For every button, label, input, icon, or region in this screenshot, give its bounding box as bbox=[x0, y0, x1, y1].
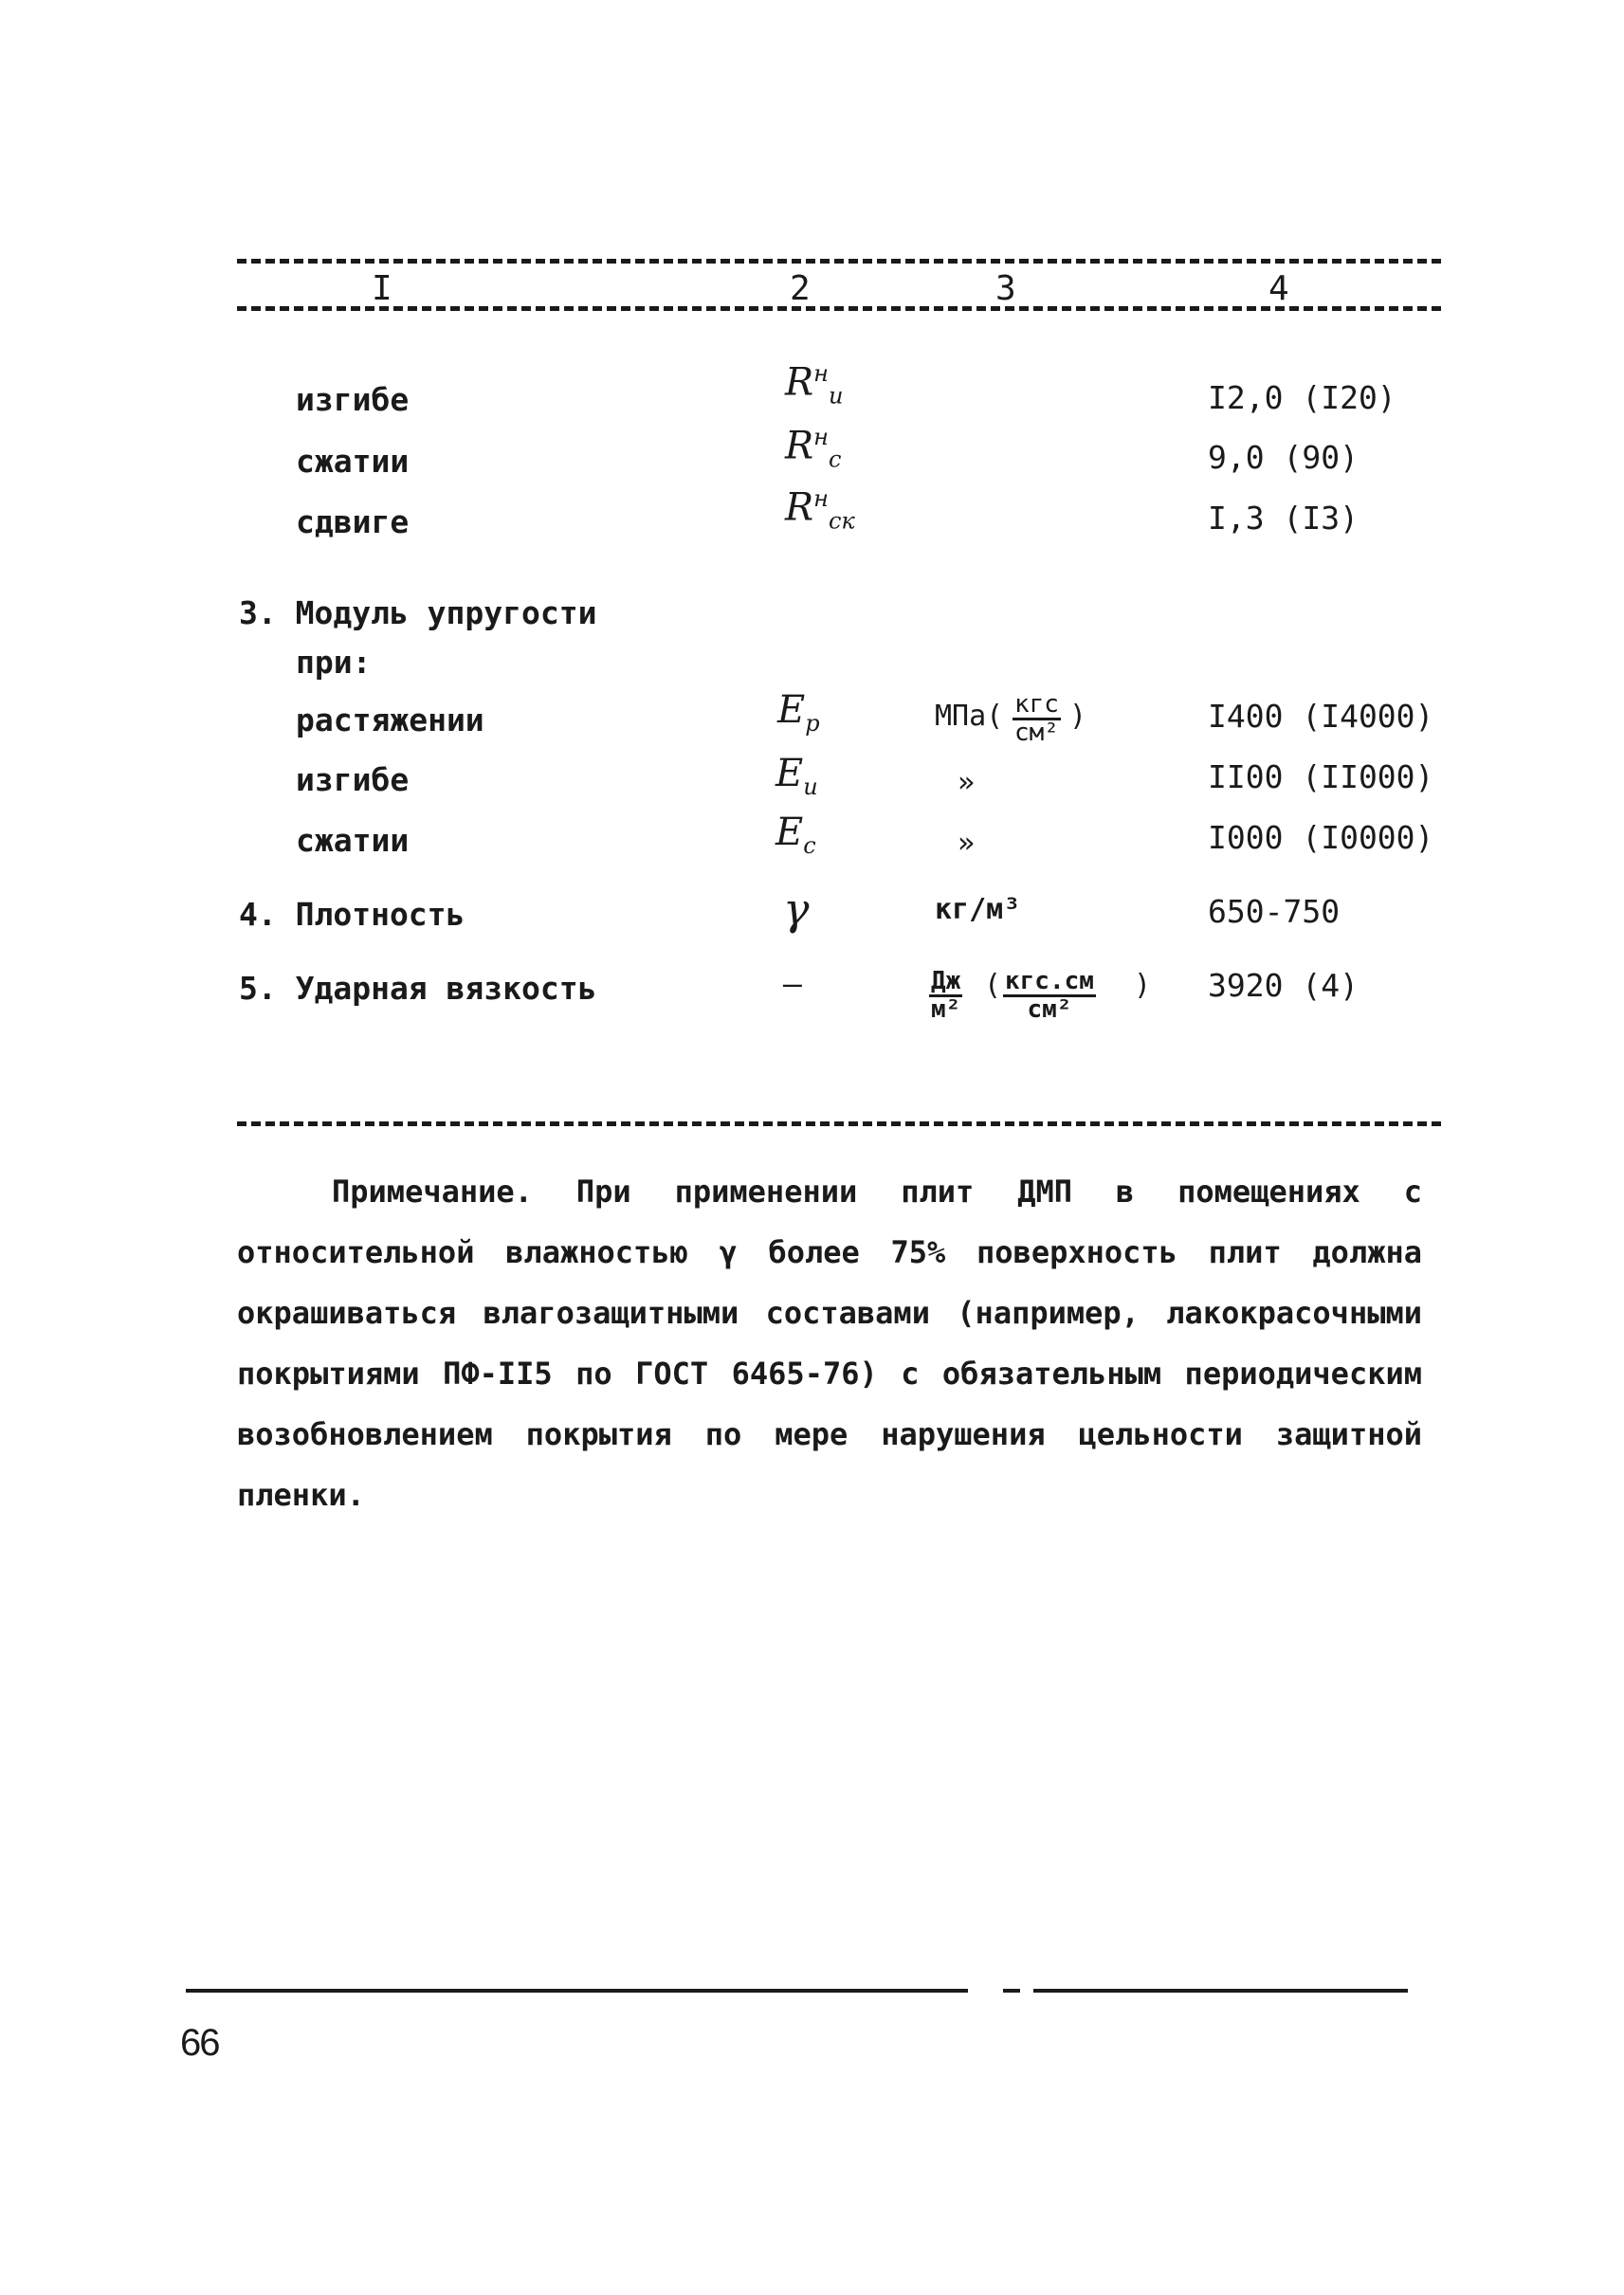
header-col1: I bbox=[372, 269, 392, 308]
row-name: сдвиге bbox=[296, 503, 410, 540]
section3-title-cont: при: bbox=[296, 644, 372, 681]
row-value: 9,0 (90) bbox=[1208, 439, 1359, 476]
table-top-rule bbox=[237, 259, 1441, 264]
header-col4: 4 bbox=[1268, 269, 1289, 308]
ditto-mark: » bbox=[958, 766, 976, 799]
row-name: 4. Плотность bbox=[239, 896, 465, 933]
row-value: 650-750 bbox=[1208, 893, 1341, 930]
row-name: сжатии bbox=[296, 443, 410, 480]
ditto-mark: » bbox=[958, 827, 976, 860]
row-name: изгибе bbox=[296, 381, 410, 418]
row-name: сжатии bbox=[296, 822, 410, 859]
unit-fraction: кгс см² bbox=[1014, 690, 1059, 748]
table-header-rule bbox=[237, 306, 1441, 311]
unit-fraction: Дж м² bbox=[931, 967, 961, 1025]
row-symbol: $R^н_и$ bbox=[785, 360, 844, 410]
row-symbol: $R^н_{ск}$ bbox=[785, 485, 855, 535]
unit-fraction: кгс.см см² bbox=[1005, 967, 1094, 1025]
section3-title: 3. Модуль упругости bbox=[239, 594, 597, 631]
table-bottom-rule bbox=[237, 1121, 1441, 1126]
row-value: I2,0 (I20) bbox=[1208, 379, 1396, 416]
row-symbol: $E_р$ bbox=[777, 688, 820, 737]
unit-mpa: МПа( bbox=[935, 700, 1004, 733]
page-number: 66 bbox=[180, 2022, 219, 2064]
row-symbol: — bbox=[783, 965, 802, 1002]
row-value: II00 (II000) bbox=[1208, 758, 1434, 795]
note-paragraph: Примечание. При применении плит ДМП в помещениях с относительной влажностью γ более 75% поверхность плит должна окрашиваться влагозащитными составами (например, лакокрасочными покрытиями ПФ-II5 по ГОСТ 6465-76) с обязательным периодическим возобновлением покрытия по мере нарушения цельности защитной пленки. bbox=[237, 1174, 1422, 1513]
row-name: растяжении bbox=[296, 701, 484, 738]
header-col2: 2 bbox=[790, 269, 811, 308]
unit-close: ) bbox=[1069, 700, 1087, 733]
row-unit: кг/м³ bbox=[935, 893, 1021, 926]
row-symbol: $R^н_с$ bbox=[785, 424, 842, 473]
row-name: изгибе bbox=[296, 761, 410, 798]
row-value: 3920 (4) bbox=[1208, 967, 1359, 1004]
footer-rule-mid bbox=[1003, 1989, 1020, 1993]
footer-rule-right bbox=[1033, 1989, 1408, 1993]
row-symbol: $E_и$ bbox=[776, 752, 818, 800]
row-value: I,3 (I3) bbox=[1208, 500, 1359, 537]
row-value: I400 (I4000) bbox=[1208, 698, 1434, 735]
header-col3: 3 bbox=[995, 269, 1016, 308]
unit-open: ( bbox=[984, 969, 1002, 1002]
footer-rule-left bbox=[186, 1989, 968, 1993]
row-name: 5. Ударная вязкость bbox=[239, 970, 597, 1007]
row-symbol: $E_с$ bbox=[776, 811, 816, 859]
gamma-symbol: γ bbox=[783, 883, 810, 935]
unit-close: ) bbox=[1134, 969, 1152, 1002]
row-value: I000 (I0000) bbox=[1208, 819, 1434, 856]
